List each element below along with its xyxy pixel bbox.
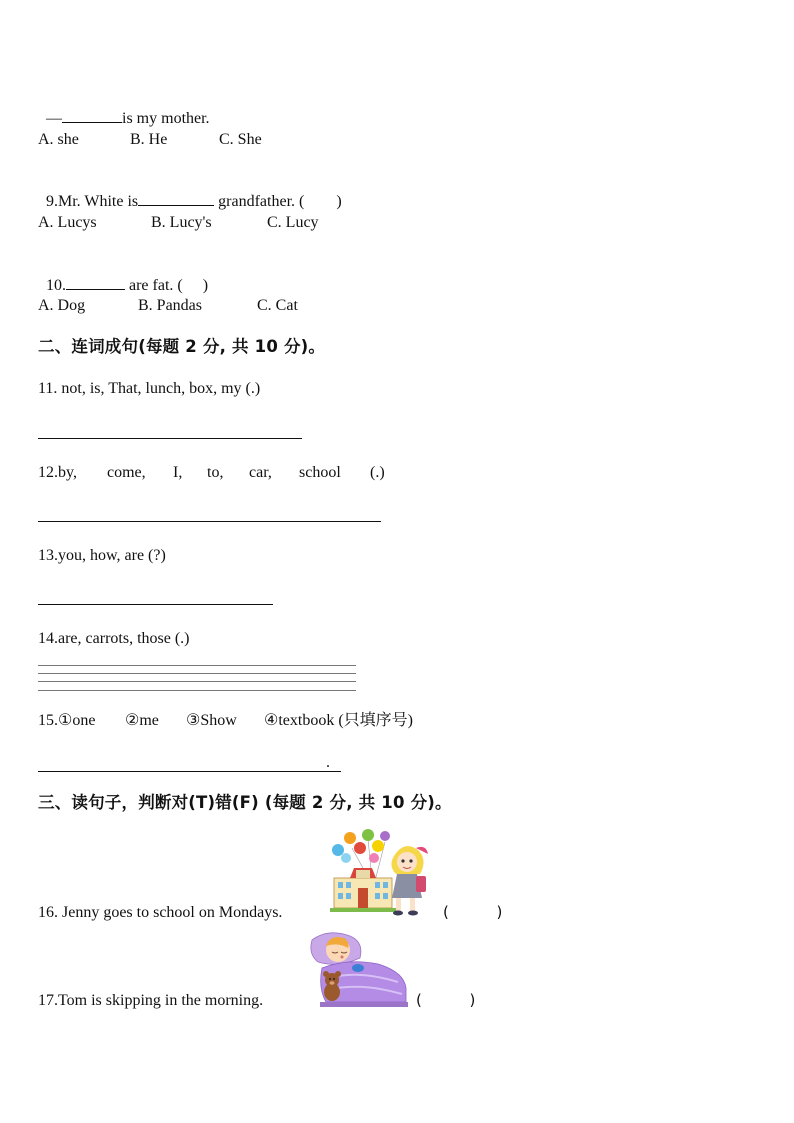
option-a: A. Lucys	[38, 214, 97, 231]
option-c: C. Lucy	[267, 214, 319, 231]
writing-line[interactable]	[38, 690, 356, 691]
q12-word: come,	[107, 464, 146, 481]
answer-parentheses[interactable]: ( )	[416, 991, 476, 1009]
q12-word: school	[299, 464, 341, 481]
question-9-text: grandfather. ( )	[214, 193, 342, 210]
question-14: 14.are, carrots, those (.)	[38, 630, 190, 647]
writing-line	[38, 673, 356, 674]
option-b: B. He	[130, 131, 168, 148]
q15-word: ③Show	[186, 712, 237, 729]
q12-word: I,	[173, 464, 183, 481]
option-c: C. Cat	[257, 297, 298, 314]
section-3-title: 三、读句子，判断对(T)错(F) (每题 2 分, 共 10 分)。	[38, 793, 452, 812]
section-2-title: 二、连词成句(每题 2 分, 共 10 分)。	[38, 337, 326, 356]
answer-blank[interactable]	[138, 191, 214, 206]
option-b: B. Pandas	[138, 297, 202, 314]
q12-word: to,	[207, 464, 224, 481]
writing-line	[38, 681, 356, 682]
q15-word: 15.①one	[38, 712, 96, 729]
q12-word: 12.by,	[38, 464, 77, 481]
answer-line[interactable]	[38, 521, 381, 522]
q12-word: car,	[249, 464, 272, 481]
question-9	[38, 171, 342, 212]
answer-blank[interactable]	[66, 275, 125, 290]
answer-blank[interactable]	[62, 108, 122, 123]
q15-word: ②me	[125, 712, 159, 729]
option-b: B. Lucy's	[151, 214, 212, 231]
question-8	[38, 88, 210, 129]
question-8-text: is my mother.	[122, 110, 210, 127]
question-17: 17.Tom is skipping in the morning.	[38, 992, 264, 1009]
question-11: 11. not, is, That, lunch, box, my (.)	[38, 380, 261, 397]
q12-word: (.)	[370, 464, 385, 481]
question-9-prefix: 9.Mr. White is	[46, 193, 139, 210]
answer-period: .	[326, 754, 330, 771]
option-a: A. Dog	[38, 297, 86, 314]
option-a: A. she	[38, 131, 79, 148]
question-10-text: are fat. ( )	[125, 277, 209, 294]
answer-line[interactable]	[38, 438, 302, 439]
question-10	[38, 255, 208, 296]
answer-line[interactable]	[38, 604, 273, 605]
answer-line[interactable]	[38, 771, 341, 772]
question-16: 16. Jenny goes to school on Mondays.	[38, 904, 283, 921]
question-10-prefix: 10.	[46, 277, 66, 294]
school-girl-illustration	[330, 826, 434, 918]
answer-parentheses[interactable]: ( )	[443, 903, 503, 921]
q15-word: ④textbook (只填序号)	[264, 712, 413, 729]
question-13: 13.you, how, are (?)	[38, 547, 166, 564]
option-c: C. She	[219, 131, 262, 148]
question-8-prefix: —	[46, 110, 62, 127]
writing-line	[38, 665, 356, 666]
boy-sleeping-illustration	[308, 928, 408, 1008]
